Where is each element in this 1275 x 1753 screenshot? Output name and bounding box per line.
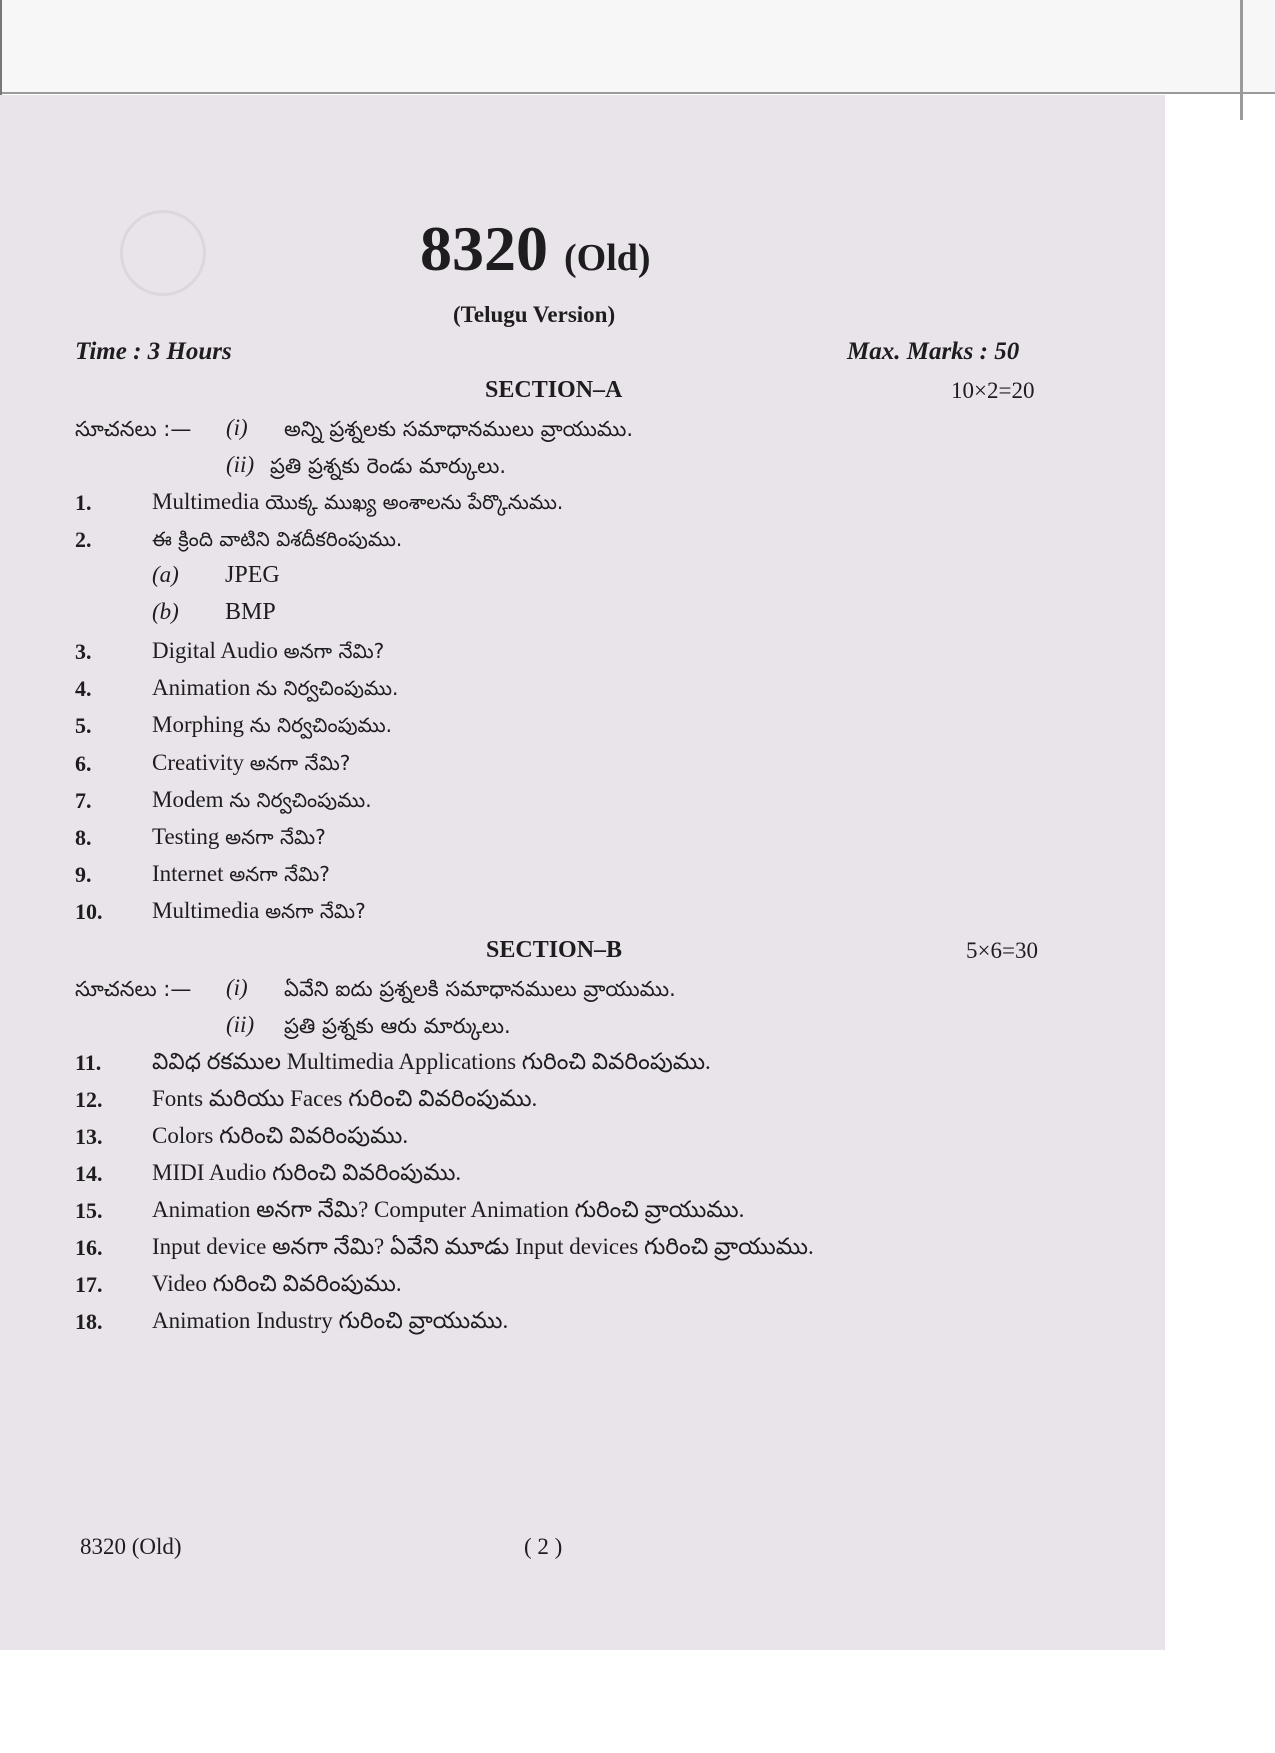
question-number: 9. [75,862,92,887]
sub-item-text: BMP [225,599,276,625]
question-text [152,898,366,928]
scanner-margin-top [0,0,1275,94]
exam-code-suffix: (Old) [564,237,651,279]
sub-item-text: JPEG [225,562,280,588]
question-te: అనగా నేమి? [283,639,385,663]
question-number: 4. [75,676,92,701]
question-text: Animation అనగా నేమి? Computer Animation గురించి వ్రాయుము. [152,1197,745,1222]
sub-item-label: (a) [152,562,179,587]
watermark-circle [120,210,206,296]
question-number: 18. [75,1309,103,1334]
question-number: 12. [75,1087,103,1112]
question-te: ను నిర్వచింపుము. [256,676,399,700]
question-number: 2. [75,527,92,552]
section-a-title: SECTION–A [485,377,623,403]
question-text [152,712,392,742]
question-number: 14. [75,1161,103,1186]
question-number: 10. [75,899,103,924]
exam-version: (Telugu Version) [453,302,616,327]
footer-exam-code: 8320 (Old) [80,1534,182,1559]
question-en: Digital Audio [152,638,278,663]
section-a-marks: 10×2=20 [951,378,1035,403]
question-te: ఈ క్రింది వాటిని విశదీకరింపుము. [152,527,403,551]
question-text: Video గురించి వివరింపుము. [152,1271,402,1296]
question-number: 15. [75,1198,103,1223]
question-text [152,787,372,817]
question-number: 7. [75,788,92,813]
section-b-title: SECTION–B [486,937,623,963]
question-number: 17. [75,1272,103,1297]
question-number: 13. [75,1124,103,1149]
question-te: ను నిర్వచింపుము. [249,713,392,737]
question-te: అనగా నేమి? [229,862,330,886]
question-number: 8. [75,825,92,850]
question-text: Animation Industry గురించి వ్రాయుము. [152,1308,509,1333]
section-b-note-num-1: (i) [226,975,248,1000]
question-number: 3. [75,639,92,664]
question-te: ను నిర్వచింపుము. [229,788,372,812]
section-b-note-text-2: ప్రతి ప్రశ్నకు ఆరు మార్కులు. [284,1014,511,1038]
question-te: అనగా నేమి? [265,899,366,923]
question-number: 6. [75,751,92,776]
section-a-note-num-1: (i) [226,415,248,440]
section-b-note-num-2: (ii) [226,1012,255,1037]
question-text: వివిధ రకముల Multimedia Applications గురించి వివరింపుము. [152,1049,711,1074]
question-te: అనగా నేమి? [249,751,351,775]
scanner-edge-left [0,0,2,95]
question-en: Morphing [152,712,244,737]
question-text: Input device అనగా నేమి? ఏవేని మూడు Input devices గురించి వ్రాయుము. [152,1234,814,1259]
question-text: Fonts మరియు Faces గురించి వివరింపుము. [152,1086,538,1111]
section-b-marks: 5×6=30 [966,938,1038,963]
section-a-note-label: సూచనలు :— [75,417,192,441]
question-en: Testing [152,824,220,849]
exam-code: 8320 [420,213,548,284]
question-text [152,750,350,780]
question-en: Creativity [152,750,244,775]
question-number: 1. [75,490,92,515]
question-number: 11. [75,1050,102,1075]
question-en: Modem [152,787,224,812]
question-te: యొక్క ముఖ్య అంశాలను పేర్కొనుము. [265,490,564,514]
question-number: 16. [75,1235,103,1260]
question-text [152,526,402,556]
question-text [152,861,330,891]
exam-time: Time : 3 Hours [75,338,232,365]
question-text [152,638,384,668]
section-a-note-text-1: అన్ని ప్రశ్నలకు సమాధానములు వ్రాయుము. [284,417,634,441]
question-en: Internet [152,861,224,886]
exam-code-heading [420,212,651,286]
section-a-note-text-2: ప్రతి ప్రశ్నకు రెండు మార్కులు. [270,454,507,478]
question-text [152,824,326,854]
scanner-edge-right [1240,0,1243,120]
section-b-note-text-1: ఏవేని ఐదు ప్రశ్నలకి సమాధానములు వ్రాయుము. [284,977,676,1001]
question-en: Multimedia [152,898,260,923]
section-b-note-label: సూచనలు :— [75,977,192,1001]
question-text [152,675,398,705]
exam-max-marks: Max. Marks : 50 [847,338,1020,365]
sub-item-label: (b) [152,599,179,624]
question-text: MIDI Audio గురించి వివరింపుము. [152,1160,462,1185]
question-en: Multimedia [152,489,260,514]
question-text [152,489,563,519]
question-te: అనగా నేమి? [225,825,326,849]
question-en: Animation [152,675,251,700]
question-number: 5. [75,713,92,738]
section-a-note-num-2: (ii) [226,452,255,477]
question-text: Colors గురించి వివరింపుము. [152,1123,409,1148]
footer-page-number: ( 2 ) [524,1534,563,1559]
